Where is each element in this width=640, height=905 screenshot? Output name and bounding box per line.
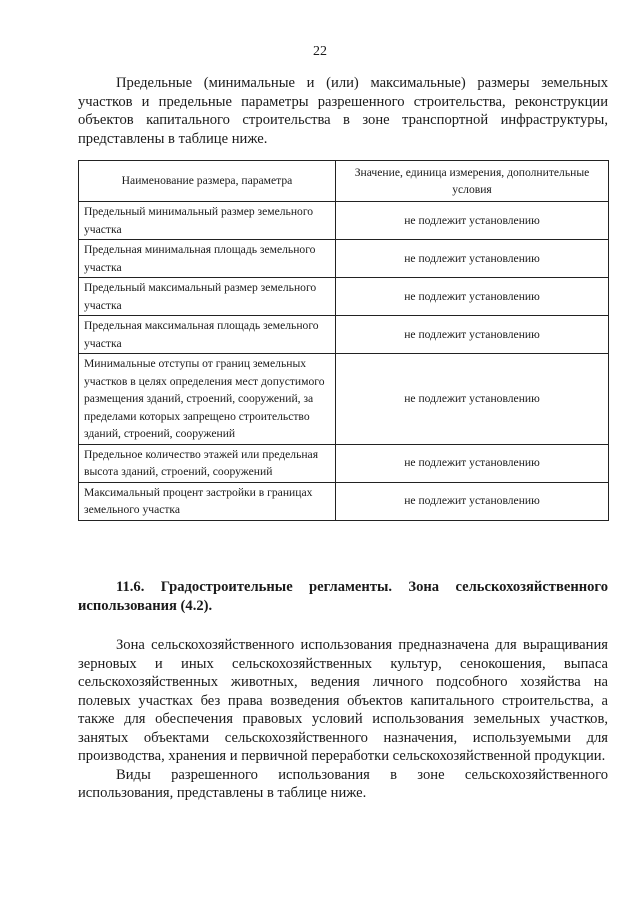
column-header-name: Наименование размера, параметра <box>79 161 336 202</box>
parameter-name: Предельный максимальный размер земельного участка <box>79 278 336 316</box>
parameter-value: не подлежит установлению <box>336 240 609 278</box>
parameter-name: Минимальные отступы от границ земельных участков в целях определения мест допустимого размещения зданий, строений, сооружений, за пределами которых запрещено строительство зданий, строений, сооружений <box>79 354 336 445</box>
table-row <box>79 354 609 445</box>
parameters-table <box>78 160 609 521</box>
parameter-name: Максимальный процент застройки в границах земельного участка <box>79 482 336 520</box>
parameter-name: Предельный минимальный размер земельного участка <box>79 202 336 240</box>
uses-paragraph: Виды разрешенного использования в зоне сельскохозяйственного использования, представлены в таблице ниже. <box>78 766 608 801</box>
parameter-value: не подлежит установлению <box>336 354 609 445</box>
table-row <box>79 278 609 316</box>
parameter-name: Предельная минимальная площадь земельного участка <box>79 240 336 278</box>
zone-description <box>78 636 608 803</box>
intro-paragraph: Предельные (минимальные и (или) максимальные) размеры земельных участков и предельные параметры разрешенного строительства, реконструкции объектов капитального строительства в зоне транспортной инфраструктуры, представлены в таблице ниже. <box>78 75 608 147</box>
page-number: 22 <box>313 44 327 59</box>
table-row <box>79 444 609 482</box>
table-row <box>79 482 609 520</box>
table-row <box>79 316 609 354</box>
parameter-value: не подлежит установлению <box>336 202 609 240</box>
table-row <box>79 240 609 278</box>
parameter-name: Предельное количество этажей или предельная высота зданий, строений, сооружений <box>79 444 336 482</box>
column-header-value: Значение, единица измерения, дополнительные условия <box>336 161 609 202</box>
table-row <box>79 202 609 240</box>
parameter-value: не подлежит установлению <box>336 444 609 482</box>
parameter-value: не подлежит установлению <box>336 278 609 316</box>
zone-paragraph: Зона сельскохозяйственного использования предназначена для выращивания зерновых и иных сельскохозяйственных культур, сенокошения, выпаса сельскохозяйственных животных, ведения личного подсобного хозяйства на полевых участках без права возведения объектов капитального строительства, а также для обеспечения правовых условий использования земельных участков, занятых объектами сельскохозяйственного назначения, используемыми для производства, хранения и первичной переработки сельскохозяйственной продукции. <box>78 637 608 764</box>
table-header-row <box>79 161 609 202</box>
section-heading: 11.6. Градостроительные регламенты. Зона сельскохозяйственного использования (4.2). <box>78 579 608 614</box>
parameter-name: Предельная максимальная площадь земельного участка <box>79 316 336 354</box>
parameter-value: не подлежит установлению <box>336 316 609 354</box>
parameter-value: не подлежит установлению <box>336 482 609 520</box>
